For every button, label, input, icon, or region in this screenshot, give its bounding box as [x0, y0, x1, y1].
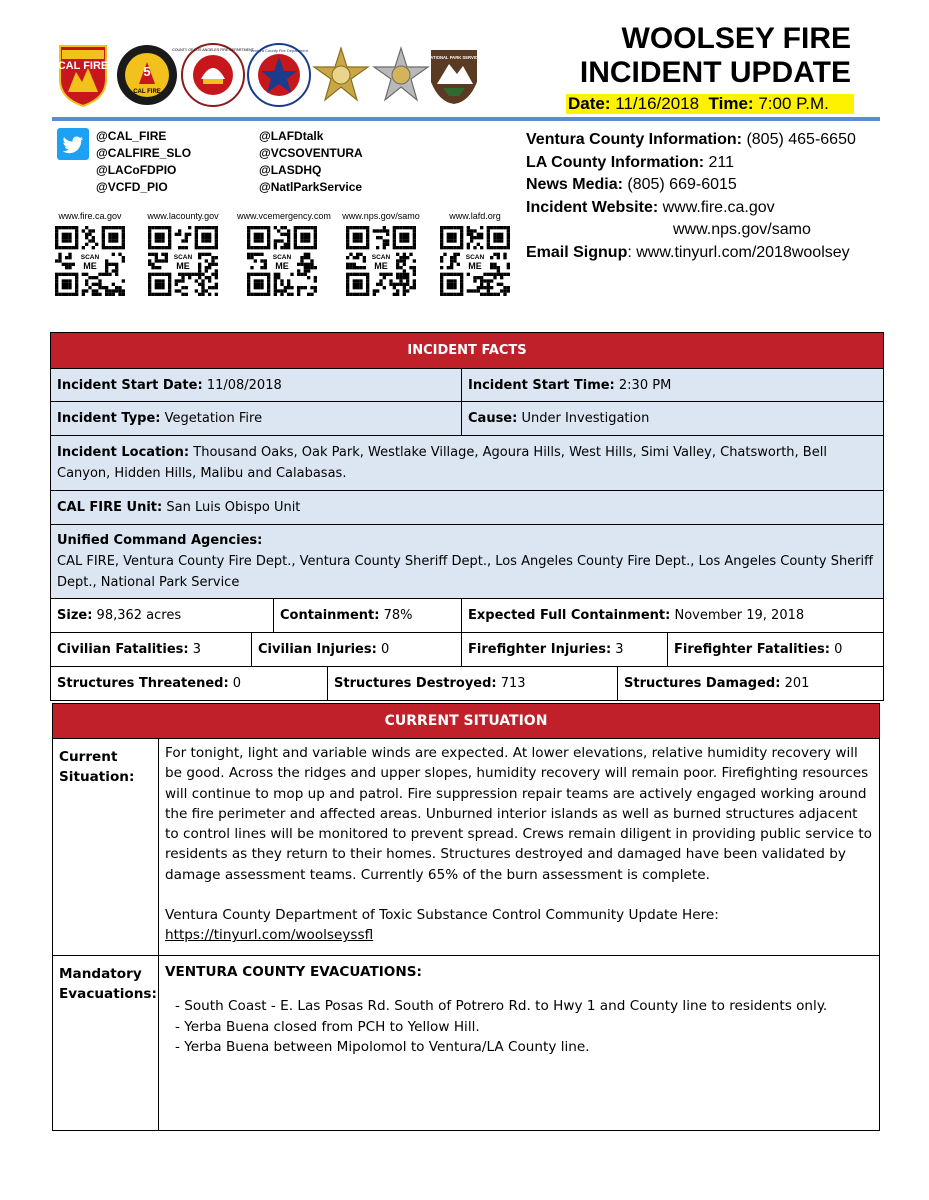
- ventura-fire-logo-text: Ventura County Fire Department: [250, 48, 308, 53]
- website-link[interactable]: www.nps.gov/samo: [673, 221, 811, 238]
- qr-pattern-icon: [55, 226, 125, 296]
- structures-damaged-cell: Structures Damaged: 201: [618, 667, 884, 701]
- qr-code[interactable]: [346, 226, 416, 296]
- la-sheriff-star-logo: [312, 42, 370, 108]
- start-date-cell: Incident Start Date: 11/08/2018: [51, 369, 462, 402]
- cal-fire-logo: [54, 42, 112, 108]
- contact-info: [526, 129, 856, 264]
- cal-fire-unit-cell: CAL FIRE Unit: San Luis Obispo Unit: [51, 491, 884, 525]
- email-signup-link[interactable]: : www.tinyurl.com/2018woolsey: [627, 243, 850, 261]
- current-situation-body: [159, 739, 880, 956]
- qr-url[interactable]: www.fire.ca.gov: [58, 211, 122, 221]
- contact-media: News Media: (805) 669-6015: [526, 176, 737, 193]
- qr-block: [430, 211, 520, 296]
- incident-location-cell: Incident Location: Thousand Oaks, Oak Park, Westlake Village, Agoura Hills, West Hills, Simi Valley, Chatsworth, Bell Canyon, Hidden Hills, Malibu and Calabasas.: [51, 436, 884, 491]
- qr-pattern-icon: [148, 226, 218, 296]
- social-handles-col1: [96, 128, 191, 196]
- size-cell: Size: 98,362 acres: [51, 599, 274, 633]
- qr-scan-label: ME: [468, 261, 482, 271]
- start-time-cell: Incident Start Time: 2:30 PM: [462, 369, 884, 402]
- qr-code[interactable]: [247, 226, 317, 296]
- incident-type-cell: Incident Type: Vegetation Fire: [51, 402, 462, 436]
- current-situation-text: For tonight, light and variable winds are expected. At lower elevations, relative humidity recovery will be good. Across the ridges and upper slopes, humidity recovery will remain poor. Firefighting resources will continue to mop up and patrol. Fire suppression repair teams are actively engaged working around the fire perimeter and affected areas. Unburned interior islands as well as burned structures adjacent to control lines will be monitored to prevent spread. Crews remain diligent in providing public service to residents as they return to their homes. Structures destroyed and damaged have been validated by damage assessment teams. Currently 65% of the burn assessment is complete.: [165, 745, 872, 883]
- social-handle[interactable]: @NatlParkService: [259, 180, 363, 194]
- title-line-2: INCIDENT UPDATE: [579, 56, 851, 89]
- qr-url[interactable]: www.nps.gov/samo: [342, 211, 420, 221]
- website-link[interactable]: www.fire.ca.gov: [662, 198, 775, 216]
- qr-scan-label: ME: [176, 261, 190, 271]
- toxic-control-link[interactable]: https://tinyurl.com/woolseyssfl: [165, 927, 374, 944]
- la-county-fire-logo: [172, 42, 254, 108]
- contact-email: Email Signup: www.tinyurl.com/2018woolsey: [526, 243, 850, 261]
- social-handle[interactable]: @CAL_FIRE: [96, 129, 167, 143]
- structures-destroyed-cell: Structures Destroyed: 713: [328, 667, 618, 701]
- qr-pattern-icon: [247, 226, 317, 296]
- qr-pattern-icon: [346, 226, 416, 296]
- firefighter-fatalities-cell: Firefighter Fatalities: 0: [668, 633, 884, 667]
- contact-website-2: [526, 219, 856, 242]
- date-value: 11/16/2018: [615, 94, 700, 113]
- list-item: - South Coast - E. Las Posas Rd. South of Potrero Rd. to Hwy 1 and County line to residents only.: [175, 998, 828, 1015]
- containment-cell: Containment: 78%: [274, 599, 462, 633]
- qr-scan-label: SCAN: [371, 254, 391, 261]
- qr-url[interactable]: www.lafd.org: [449, 211, 501, 221]
- evacuations-heading: VENTURA COUNTY EVACUATIONS:: [165, 964, 422, 980]
- current-situation-label: Current Situation:: [53, 739, 159, 956]
- social-handles-col2: [259, 128, 363, 196]
- full-containment-cell: Expected Full Containment: November 19, 2018: [462, 599, 884, 633]
- incident-facts-table: [50, 332, 884, 701]
- contact-ventura: Ventura County Information: (805) 465-6650: [526, 131, 856, 148]
- mandatory-evacuations-label: Mandatory Evacuations:: [53, 956, 159, 1131]
- list-item: - Yerba Buena closed from PCH to Yellow Hill.: [175, 1018, 480, 1035]
- social-handle[interactable]: @VCSOVENTURA: [259, 146, 363, 160]
- twitter-icon: [57, 128, 89, 160]
- qr-code[interactable]: [148, 226, 218, 296]
- toxic-control-text: Ventura County Department of Toxic Substance Control Community Update Here:: [165, 907, 719, 924]
- qr-code[interactable]: [55, 226, 125, 296]
- evacuations-body: [159, 956, 880, 1131]
- list-item: - Yerba Buena between Mipolomol to Ventura/LA County line.: [175, 1038, 590, 1055]
- national-park-service-logo: [429, 42, 479, 108]
- incident-management-team-5-logo: [116, 42, 178, 108]
- ventura-sheriff-star-logo: [372, 42, 430, 108]
- qr-scan-label: SCAN: [173, 254, 193, 261]
- cause-cell: Cause: Under Investigation: [462, 402, 884, 436]
- svg-text:5: 5: [143, 64, 151, 79]
- qr-scan-label: ME: [374, 261, 388, 271]
- qr-scan-label: ME: [83, 261, 97, 271]
- incident-facts-heading: INCIDENT FACTS: [51, 333, 884, 369]
- date-time-bar: [566, 94, 854, 114]
- imt-logo-text: CAL FIRE: [133, 89, 161, 95]
- social-handle[interactable]: @LASDHQ: [259, 163, 322, 177]
- current-situation-table: [52, 703, 880, 1131]
- qr-block: [237, 211, 331, 296]
- qr-url[interactable]: www.lacounty.gov: [147, 211, 219, 221]
- contact-la: LA County Information: 211: [526, 153, 735, 171]
- qr-code[interactable]: [440, 226, 510, 296]
- evacuations-list: [165, 996, 873, 1057]
- cal-fire-logo-text: CAL FIRE: [57, 60, 109, 72]
- qr-scan-label: SCAN: [272, 254, 292, 261]
- current-situation-heading: CURRENT SITUATION: [53, 704, 880, 739]
- nps-logo-text: NATIONAL PARK SERVICE: [427, 55, 481, 60]
- civilian-injuries-cell: Civilian Injuries: 0: [252, 633, 462, 667]
- la-county-fire-logo-text: COUNTY OF LOS ANGELES FIRE DEPARTMENT: [172, 48, 254, 52]
- unified-command-cell: Unified Command Agencies: CAL FIRE, Ventura County Fire Dept., Ventura County Sheriff Dept., Los Angeles County Fire Dept., Los Angeles County Sheriff Dept., National Park Service: [51, 525, 884, 599]
- time-value: 7:00 P.M.: [758, 94, 829, 113]
- social-handle[interactable]: @CALFIRE_SLO: [96, 146, 192, 160]
- qr-pattern-icon: [440, 226, 510, 296]
- header-divider: [52, 117, 880, 121]
- time-label: Time:: [708, 94, 754, 113]
- qr-scan-label: SCAN: [80, 254, 100, 261]
- civilian-fatalities-cell: Civilian Fatalities: 3: [51, 633, 252, 667]
- social-handle[interactable]: @LACoFDPIO: [96, 163, 177, 177]
- qr-block: [45, 211, 135, 296]
- date-label: Date:: [568, 94, 611, 113]
- qr-scan-label: SCAN: [465, 254, 485, 261]
- qr-scan-label: ME: [275, 261, 289, 271]
- social-handle[interactable]: @LAFDtalk: [259, 129, 324, 143]
- contact-website: Incident Website: www.fire.ca.gov: [526, 198, 775, 216]
- qr-block: [138, 211, 228, 296]
- firefighter-injuries-cell: Firefighter Injuries: 3: [462, 633, 668, 667]
- structures-threatened-cell: Structures Threatened: 0: [51, 667, 328, 701]
- qr-block: [336, 211, 426, 296]
- title-line-1: WOOLSEY FIRE: [621, 22, 851, 55]
- qr-url[interactable]: www.vcemergency.com: [237, 211, 331, 221]
- ventura-county-fire-logo: [247, 42, 311, 108]
- social-handle[interactable]: @VCFD_PIO: [96, 180, 168, 194]
